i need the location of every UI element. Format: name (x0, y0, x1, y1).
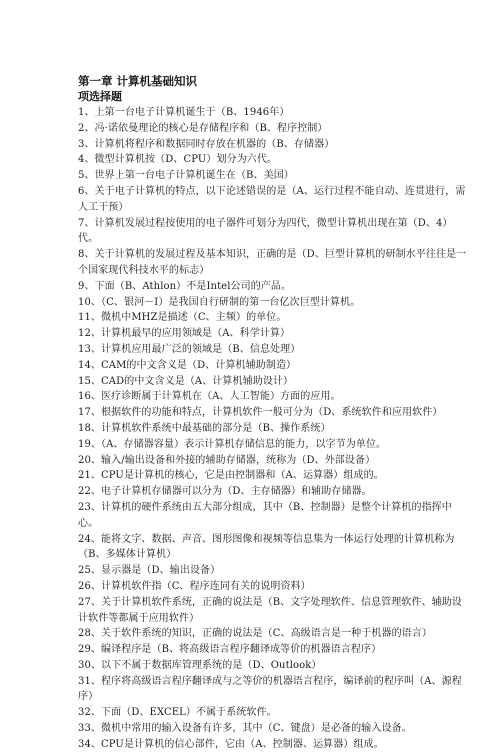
question-item: 12、计算机最早的应用领域是（A、科学计算） (78, 328, 291, 340)
question-item: 8、关于计算机的发展过程及基本知识，正确的是（D、巨型计算机的研制水平往往是一个国家现代科技水平的标志） (78, 249, 467, 276)
question-item: 21、CPU是计算机的核心，它是由控制器和（A、运算器）组成的。 (78, 470, 384, 482)
question-item: 19、（A、存储器容量）表示计算机存储信息的能力，以字节为单位。 (78, 438, 387, 450)
question-item: 6、关于电子计算机的特点，以下论述错误的是（A、运行过程不能自动、连贯进行，需人工干预） (78, 185, 466, 213)
question-item: 26、计算机软件指（C、程序连同有关的说明资料） (78, 580, 311, 592)
question-item: 27、关于计算机软件系统，正确的说法是（B、文字处理软件、信息管理软件、辅助设计软件等都属于应用软件） (78, 596, 462, 624)
question-item: 18、计算机软件系统中最基础的部分是（B、操作系统） (78, 422, 331, 434)
question-item: 14、CAM的中文含义是（D、计算机辅助制造） (78, 359, 297, 371)
question-item: 32、下面（D、EXCEL）不属于系统软件。 (78, 707, 277, 719)
question-item: 28、关于软件系统的知识，正确的说法是（C、高级语言是一种于机器的语言） (78, 628, 432, 640)
question-item: 1、上第一台电子计算机诞生于（B、1946年） (78, 107, 290, 118)
question-item: 16、医疗诊断属于计算机在（A、人工智能）方面的应用。 (78, 391, 341, 403)
question-item: 20、输入/输出设备和外接的辅助存储器，统称为（D、外部设备） (78, 454, 376, 466)
question-item: 25、显示器是（D、输出设备） (78, 565, 221, 577)
question-item: 10、（C、银河－Ⅰ）是我国自行研制的第一台亿次巨型计算机。 (78, 296, 361, 308)
question-item: 29、编译程序是（B、将高级语言程序翻译成等价的机器语言程序） (78, 644, 382, 656)
question-item: 31、程序将高级语言程序翻译成与之等价的机器语言程序，编译前的程序叫（A、源程序） (78, 675, 462, 703)
question-item: 4、微型计算机按（D、CPU）划分为六代。 (78, 154, 278, 166)
question-item: 22、电子计算机存储器可以分为（D、主存储器）和辅助存储器。 (78, 486, 372, 498)
question-list (78, 105, 470, 753)
question-item: 7、计算机发展过程按使用的电子器件可划分为四代，微型计算机出现在第（D、4）代。 (78, 217, 453, 245)
question-item: 30、以下不属于数据库管理系统的是（D、Outlook） (78, 659, 322, 671)
chapter-title: 第一章 计算机基础知识 (78, 74, 198, 88)
document-content (78, 73, 470, 753)
question-item: 13、计算机应用最广泛的领域是（B、信息处理） (78, 343, 301, 355)
question-item: 34、CPU是计算机的信心部件，它由（A、控制器、运算器）组成。 (78, 738, 384, 750)
question-item: 15、CAD的中文含义是（A、计算机辅助设计） (78, 375, 294, 387)
question-item: 17、根据软件的功能和特点，计算机软件一般可分为（D、系统软件和应用软件） (78, 407, 443, 419)
question-item: 33、微机中常用的输入设备有许多，其中（C、键盘）是必备的输入设备。 (78, 723, 412, 735)
question-item: 2、冯·诺依曼理论的核心是存储程序和（B、程序控制） (78, 122, 328, 134)
question-item: 9、下面（B、Athlon）不是Intel公司的产品。 (78, 280, 292, 292)
section-title: 项选择题 (78, 90, 122, 103)
question-item: 11、微机中MHZ是描述（C、主频）的单位。 (78, 312, 287, 324)
question-item: 24、能将文字、数据、声音、图形图像和视频等信息集为一体运行处理的计算机称为（B、多媒体计算机） (78, 533, 455, 561)
question-item: 5、世界上第一台电子计算机诞生在（B、美国） (78, 170, 294, 182)
question-item: 23、计算机的硬件系统由五大部分组成，其中（B、控制器）是整个计算机的指挥中心。 (78, 501, 452, 529)
question-item: 3、计算机将程序和数据同时存放在机器的（B、存储器） (78, 138, 335, 150)
